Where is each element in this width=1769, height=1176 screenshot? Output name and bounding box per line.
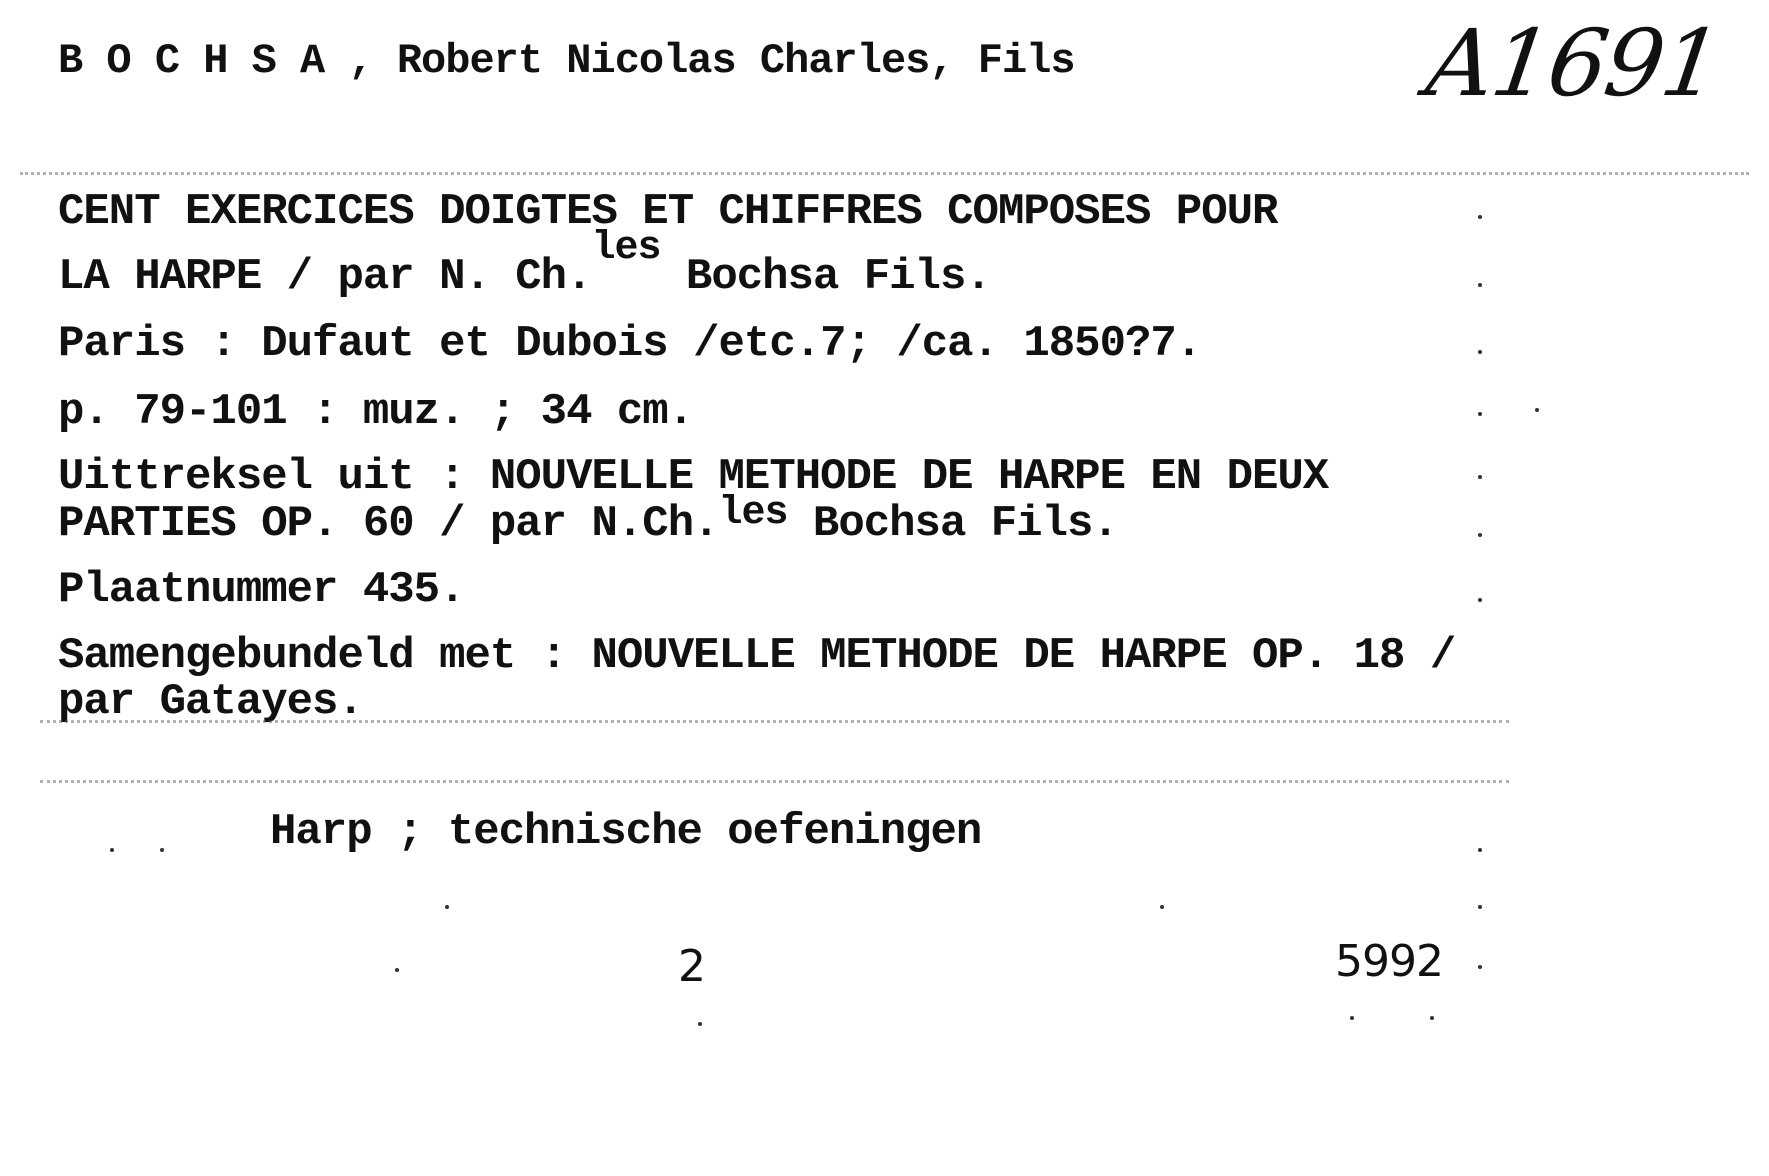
extract-note-line-1: Uittreksel uit : NOUVELLE METHODE DE HARPE EN DEUX	[58, 452, 1329, 502]
collation-line: p. 79-101 : muz. ; 34 cm.	[58, 387, 694, 437]
extract-note-superscript: les	[718, 491, 788, 536]
dotted-rule	[40, 720, 1509, 723]
speck	[1478, 533, 1482, 537]
copy-number: 2	[678, 941, 705, 992]
speck	[1478, 283, 1482, 287]
speck	[1478, 412, 1482, 416]
extract-note-line-2-rest: Bochsa Fils.	[787, 499, 1118, 549]
speck	[1478, 905, 1482, 909]
title-line-2-text: LA HARPE / par N. Ch.	[58, 252, 592, 302]
speck	[445, 905, 449, 909]
speck	[698, 1022, 702, 1026]
speck	[395, 968, 399, 972]
speck	[1430, 1016, 1434, 1020]
speck	[1535, 408, 1539, 412]
title-line-2-rest: Bochsa Fils.	[660, 252, 991, 302]
extract-note-line-2	[58, 491, 1118, 549]
speck	[1350, 1016, 1354, 1020]
title-line-1: CENT EXERCICES DOIGTES ET CHIFFRES COMPOSES POUR	[58, 187, 1278, 237]
dotted-rule	[40, 780, 1509, 783]
speck	[160, 848, 164, 852]
bound-with-note-line-2: par Gatayes.	[58, 677, 363, 727]
imprint-line: Paris : Dufaut et Dubois /etc.7; /ca. 1850?7.	[58, 319, 1202, 369]
separator-line	[20, 172, 1749, 175]
speck	[1478, 350, 1482, 354]
extract-note-line-2-text: PARTIES OP. 60 / par N.Ch.	[58, 499, 719, 549]
bound-with-note-line-1: Samengebundeld met : NOUVELLE METHODE DE HARPE OP. 18 /	[58, 631, 1456, 681]
call-number: A1691	[1420, 10, 1727, 117]
subject-heading: Harp ; technische oefeningen	[270, 807, 982, 857]
speck	[1478, 848, 1482, 852]
speck	[1478, 965, 1482, 969]
speck	[1160, 905, 1164, 909]
title-line-2-superscript: les	[591, 226, 661, 271]
title-line-2	[58, 226, 991, 302]
speck	[1478, 215, 1482, 219]
speck	[1478, 475, 1482, 479]
author-heading: B O C H S A , Robert Nicolas Charles, Fils	[58, 37, 1075, 85]
speck	[110, 848, 114, 852]
record-number: 5992	[1335, 936, 1443, 987]
plate-number-line: Plaatnummer 435.	[58, 565, 465, 615]
speck	[1478, 598, 1482, 602]
